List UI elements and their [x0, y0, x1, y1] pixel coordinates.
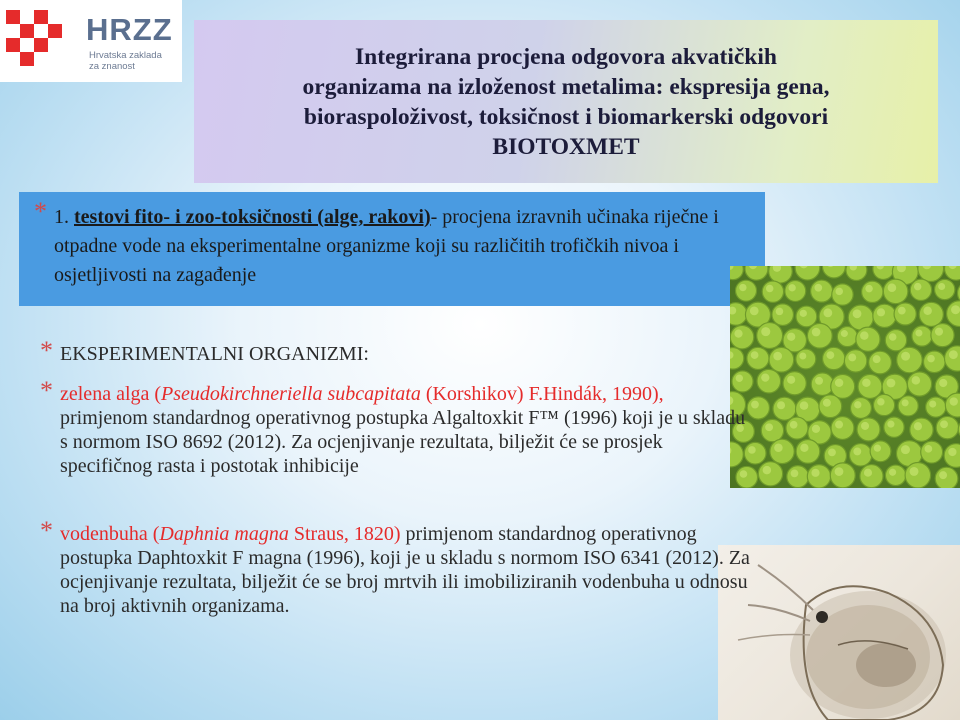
- bullet-tests-text: 1. testovi fito- i zoo-toksičnosti (alge, rakovi)- procjena izravnih učinaka riječne i otpadne vode na eksperimentalne organizme koji su različitih trofičkih nivoa i osjetljivosti na zagađenje: [54, 206, 719, 286]
- bullet-star-icon: *: [40, 336, 53, 365]
- logo-brand-text: HRZZ: [86, 12, 173, 47]
- hrzz-logo: [0, 0, 182, 82]
- organisms-heading: EKSPERIMENTALNI ORGANIZMI:: [60, 343, 369, 365]
- bullet-star-icon: *: [40, 376, 53, 405]
- daphnia-item-text: vodenbuha (Daphnia magna Straus, 1820) primjenom standardnog operativnog postupka Daphtoxkit F magna (1996), koji je u skladu s normom ISO 6341 (2012). Za ocjenjivanje rezultata, bilježit će se broj mrtvih ili imobiliziranih vodenbuha u odnosu na broj aktivnih organizama.: [60, 523, 750, 617]
- bullet-star-icon: *: [34, 197, 47, 226]
- bullet-tests-lead: testovi fito- i zoo-toksičnosti (alge, rakovi): [74, 206, 431, 228]
- logo-checkerboard-icon: [6, 10, 76, 66]
- green-algae-image: [730, 266, 960, 488]
- title-box: [194, 20, 938, 183]
- bullet-star-icon: *: [40, 516, 53, 545]
- algae-item-text: zelena alga (Pseudokirchneriella subcapitata (Korshikov) F.Hindák, 1990), primjenom standardnog operativnog postupka Algaltoxkit F™ (1996) koji je u skladu s normom ISO 8692 (2012). Za ocjenjivanje rezultata, bilježit će se prosjek specifičnog rasta i postotak inhibicije: [60, 383, 746, 477]
- logo-subtitle: Hrvatska zaklada za znanost: [89, 50, 162, 72]
- slide-title: Integrirana procjena odgovora akvatičkih organizama na izloženost metalima: ekspresija gena, bioraspoloživost, toksičnost i biomarkerski odgovori BIOTOXMET: [302, 43, 830, 160]
- daphnia-image: [718, 545, 960, 720]
